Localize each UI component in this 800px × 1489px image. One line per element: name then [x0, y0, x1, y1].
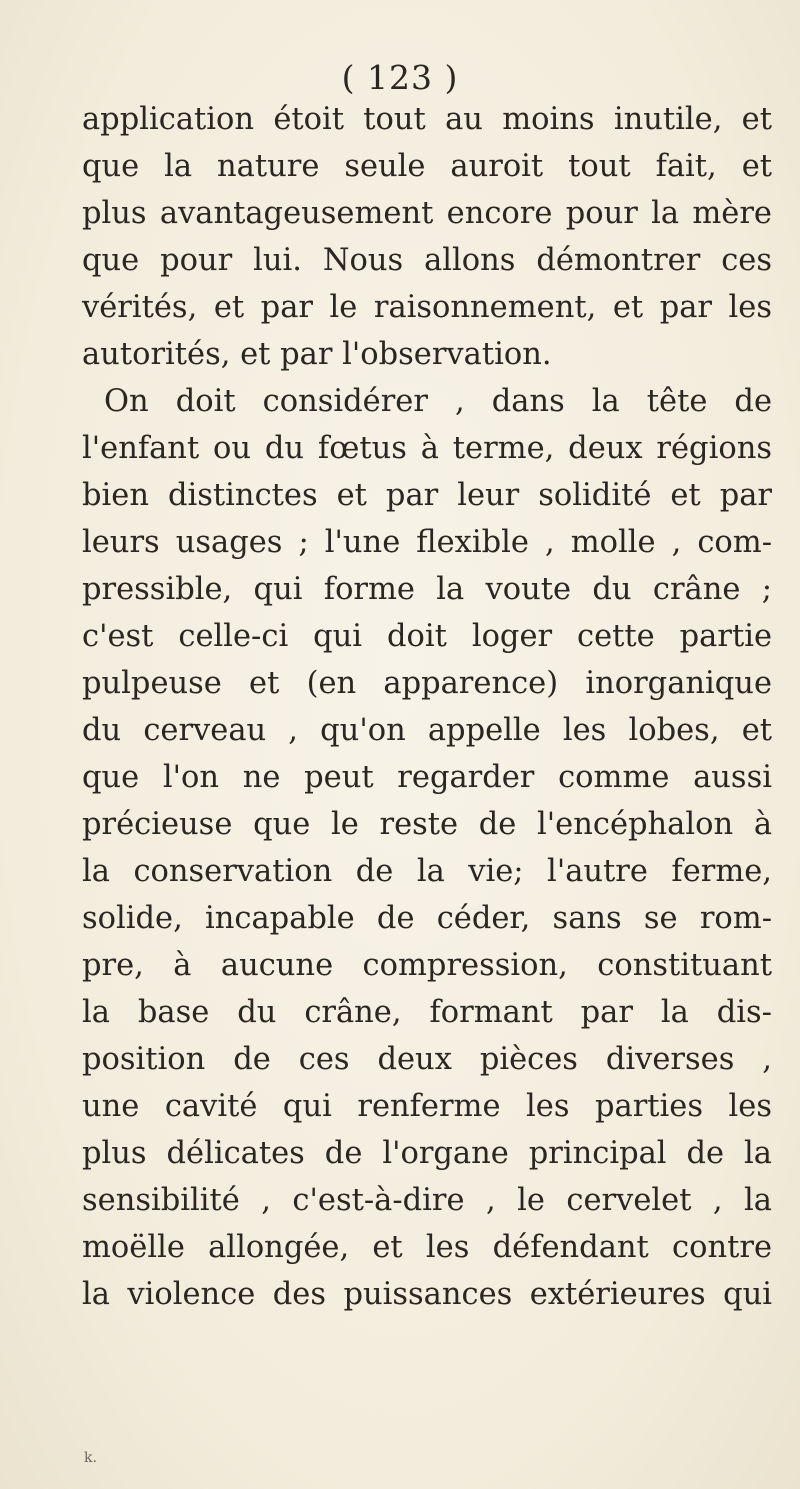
text-line: pulpeuse et (en apparence) inorganique	[82, 666, 772, 701]
text-line: pressible, qui forme la voute du crâne ;	[82, 572, 772, 607]
text-line: la conservation de la vie; l'autre ferme,	[82, 854, 772, 889]
text-line: leurs usages ; l'une flexible , molle , com-	[82, 525, 772, 560]
text-line: pre, à aucune compression, constituant	[82, 948, 772, 983]
text-line: précieuse que le reste de l'encéphalon à	[82, 807, 772, 842]
text-line: sensibilité , c'est-à-dire , le cervelet , la	[82, 1183, 772, 1218]
text-line: du cerveau , qu'on appelle les lobes, et	[82, 713, 772, 748]
text-line: que pour lui. Nous allons démontrer ces	[82, 243, 772, 278]
text-line: une cavité qui renferme les parties les	[82, 1089, 772, 1124]
text-line: la base du crâne, formant par la dis-	[82, 995, 772, 1030]
text-line: c'est celle-ci qui doit loger cette partie	[82, 619, 772, 654]
text-line: bien distinctes et par leur solidité et par	[82, 478, 772, 513]
text-line: position de ces deux pièces diverses ,	[82, 1042, 772, 1077]
text-line: que l'on ne peut regarder comme aussi	[82, 760, 772, 795]
stray-mark: k.	[84, 1450, 97, 1466]
text-line: solide, incapable de céder, sans se rom-	[82, 901, 772, 936]
text-line: application étoit tout au moins inutile, et	[82, 102, 772, 137]
text-line: l'enfant ou du fœtus à terme, deux régions	[82, 431, 772, 466]
text-line: que la nature seule auroit tout fait, et	[82, 149, 772, 184]
text-line: la violence des puissances extérieures qui	[82, 1277, 772, 1312]
text-line: vérités, et par le raisonnement, et par les	[82, 290, 772, 325]
text-line: plus délicates de l'organe principal de la	[82, 1136, 772, 1171]
text-line: On doit considérer , dans la tête de	[104, 384, 772, 419]
page-number: ( 123 )	[341, 58, 459, 97]
text-line: plus avantageusement encore pour la mère	[82, 196, 772, 231]
text-line: autorités, et par l'observation.	[82, 337, 552, 372]
text-line: moëlle allongée, et les défendant contre	[82, 1230, 772, 1265]
body-text	[82, 96, 772, 1318]
